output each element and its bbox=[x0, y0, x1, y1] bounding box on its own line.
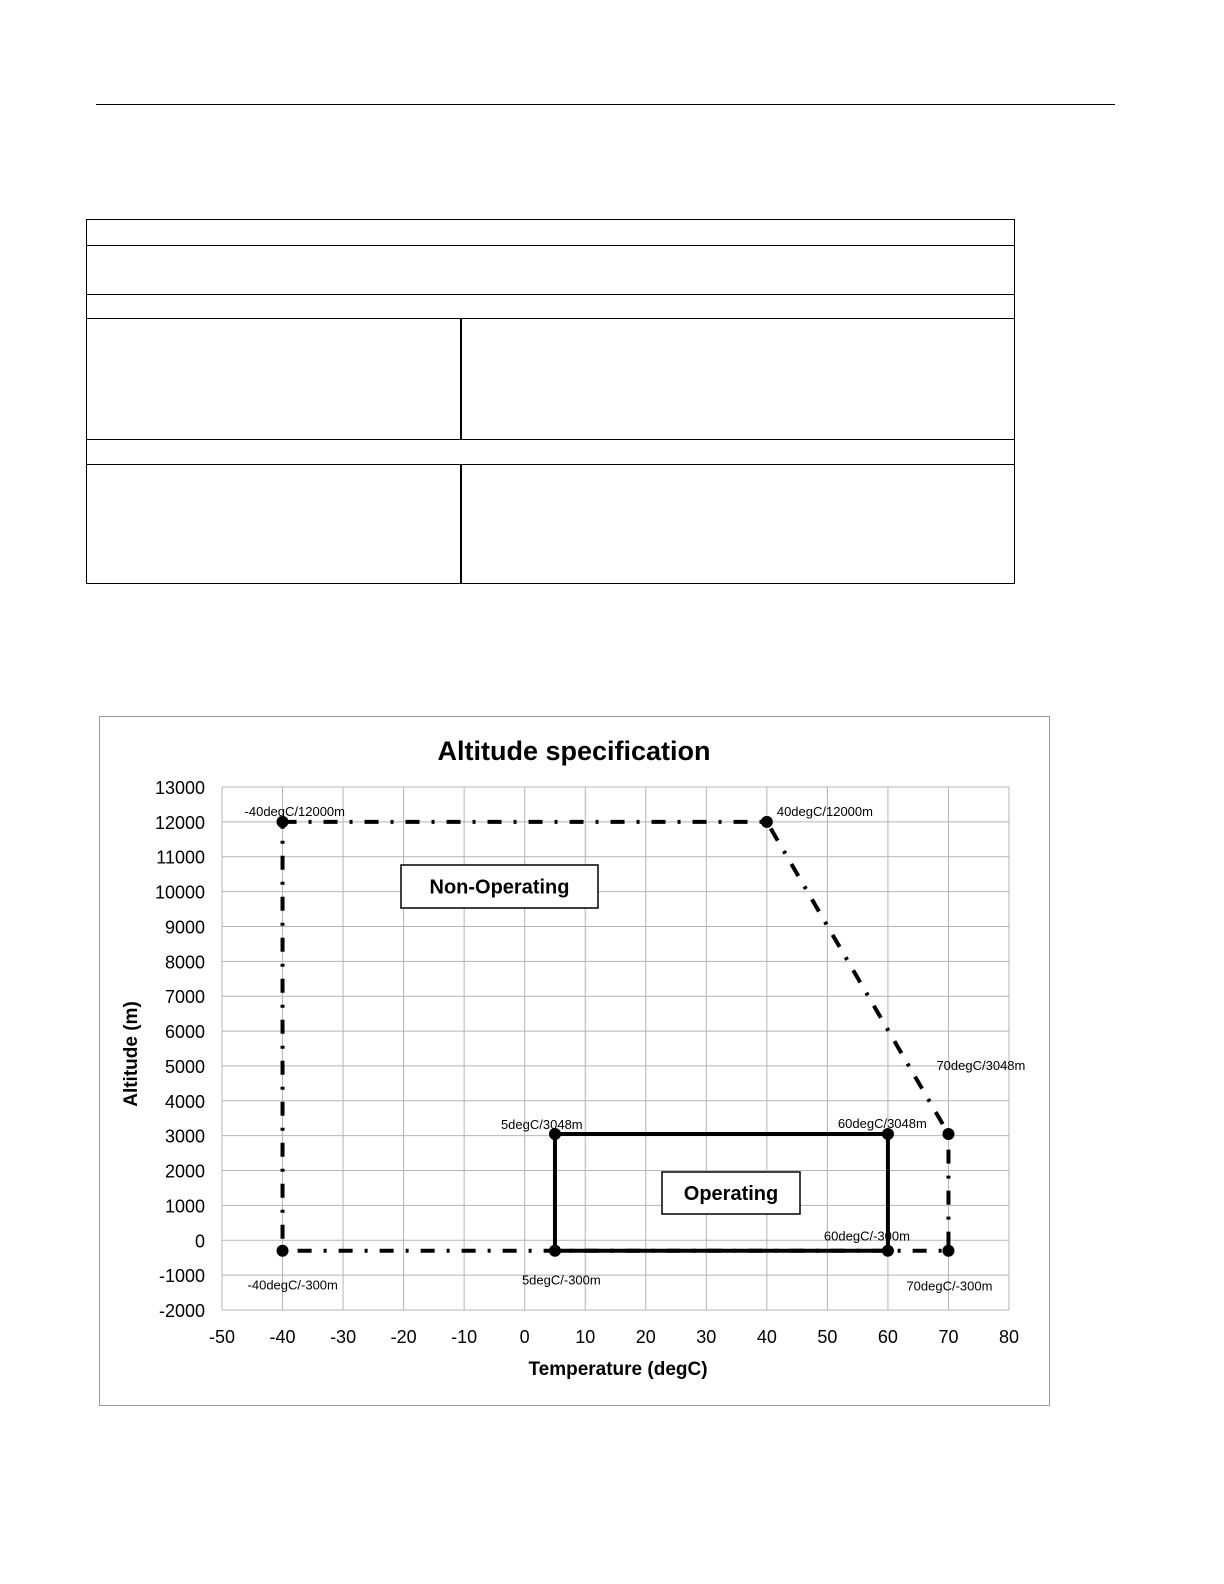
x-tick-label: 40 bbox=[756, 1327, 777, 1347]
x-tick-label: -20 bbox=[390, 1327, 417, 1347]
spec-table bbox=[86, 219, 1015, 584]
y-tick-label: 0 bbox=[194, 1231, 205, 1252]
chart-series bbox=[277, 816, 955, 1257]
point-label: 60degC/3048m bbox=[837, 1115, 927, 1131]
x-tick-label: 50 bbox=[817, 1327, 838, 1347]
y-tick-label: 1000 bbox=[164, 1196, 205, 1217]
x-tick-label: -50 bbox=[208, 1327, 236, 1347]
x-tick-label: 0 bbox=[519, 1327, 530, 1347]
point-label: 70degC/3048m bbox=[936, 1057, 1026, 1073]
point-label: 60degC/-300m bbox=[823, 1228, 910, 1244]
x-tick-label: 20 bbox=[635, 1327, 656, 1347]
point-label: 5degC/-300m bbox=[521, 1272, 601, 1288]
point-label: 40degC/12000m bbox=[776, 803, 873, 819]
spec-table-row bbox=[87, 295, 1014, 319]
spec-table-row bbox=[87, 319, 1014, 440]
y-tick-label: 12000 bbox=[154, 812, 205, 833]
y-tick-label: 5000 bbox=[164, 1056, 205, 1077]
data-point-marker bbox=[549, 1245, 561, 1257]
y-tick-label: 3000 bbox=[164, 1126, 205, 1147]
y-tick-label: 9000 bbox=[164, 917, 205, 938]
annotation-text: Operating bbox=[683, 1183, 779, 1205]
y-tick-label: 6000 bbox=[164, 1022, 205, 1043]
spec-table-row bbox=[87, 440, 1014, 465]
spec-table-row bbox=[87, 220, 1014, 246]
point-label: 5degC/3048m bbox=[500, 1116, 583, 1132]
x-tick-label: 30 bbox=[696, 1327, 717, 1347]
spec-table-column-divider bbox=[460, 319, 462, 439]
x-tick-label: 70 bbox=[938, 1327, 959, 1347]
x-tick-label: 80 bbox=[998, 1327, 1020, 1347]
y-tick-label: 7000 bbox=[164, 987, 205, 1008]
spec-table-row bbox=[87, 246, 1014, 295]
x-tick-label: -30 bbox=[330, 1327, 357, 1347]
point-label: -40degC/12000m bbox=[244, 803, 346, 819]
data-point-marker bbox=[761, 816, 773, 828]
y-tick-label: 13000 bbox=[154, 778, 205, 798]
x-tick-label: 10 bbox=[575, 1327, 596, 1347]
y-tick-label: -2000 bbox=[158, 1301, 205, 1321]
y-tick-labels bbox=[155, 778, 205, 1321]
data-point-marker bbox=[942, 1128, 954, 1140]
chart-title: Altitude specification bbox=[437, 736, 711, 766]
annotation-text: Non-Operating bbox=[429, 876, 570, 899]
non-operating-series-line bbox=[283, 822, 949, 1251]
chart-frame bbox=[99, 716, 1050, 1406]
x-tick-labels bbox=[209, 1327, 1019, 1347]
y-tick-label: 11000 bbox=[156, 847, 205, 868]
point-label: -40degC/-300m bbox=[247, 1277, 338, 1293]
x-axis-label: Temperature (degC) bbox=[528, 1359, 708, 1380]
y-axis-label: Altitude (m) bbox=[121, 1001, 142, 1107]
y-tick-label: 2000 bbox=[164, 1161, 205, 1182]
header-rule bbox=[96, 104, 1115, 105]
chart-annotations bbox=[401, 865, 800, 1214]
y-tick-label: 8000 bbox=[164, 952, 205, 973]
non-operating-label-box bbox=[401, 865, 598, 908]
operating-label-box bbox=[662, 1172, 800, 1214]
x-tick-label: -40 bbox=[269, 1327, 296, 1347]
y-tick-label: 4000 bbox=[164, 1091, 205, 1112]
y-tick-label: -1000 bbox=[158, 1266, 205, 1287]
data-point-marker bbox=[942, 1245, 954, 1257]
altitude-chart bbox=[100, 717, 1048, 1404]
spec-table-row bbox=[87, 465, 1014, 583]
x-tick-label: -10 bbox=[451, 1327, 478, 1347]
data-point-marker bbox=[882, 1245, 894, 1257]
x-tick-label: 60 bbox=[877, 1327, 898, 1347]
spec-table-column-divider bbox=[460, 465, 462, 583]
y-tick-label: 10000 bbox=[154, 882, 205, 903]
point-label: 70degC/-300m bbox=[906, 1278, 993, 1294]
data-point-marker bbox=[277, 1245, 289, 1257]
point-labels bbox=[245, 804, 1026, 1294]
